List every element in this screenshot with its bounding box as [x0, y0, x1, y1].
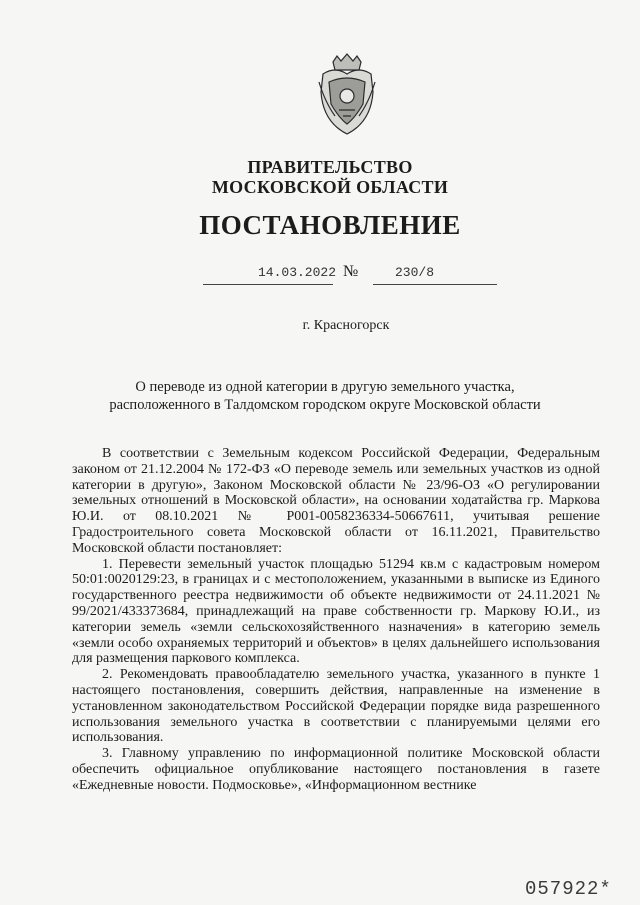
number-underline [373, 284, 497, 285]
number-sign: № [343, 263, 359, 280]
subject-line-2: расположенного в Талдомском городском округе Московской области [109, 397, 541, 413]
document-type-title: ПОСТАНОВЛЕНИЕ [199, 210, 461, 240]
serial-stamp: 057922* [525, 878, 612, 900]
body-paragraph-2: 2. Рекомендовать правообладателю земельного участка, указанного в пункте 1 настоящего постановления, совершить действия, направленные на изменение в установленном законодательством Российской Федерации порядке вида разрешенного использования земельного участка в соответствии с планируемыми целями его использования. [72, 667, 600, 746]
date-number-line [203, 265, 498, 285]
city: г. Красногорск [302, 318, 390, 333]
org-name-line-2: МОСКОВСКОЙ ОБЛАСТИ [211, 177, 449, 197]
document-date: 14.03.2022 [258, 265, 337, 280]
date-underline [203, 284, 333, 285]
subject-line-1: О переводе из одной категории в другую земельного участка, [135, 379, 515, 395]
body-paragraph-1: 1. Перевести земельный участок площадью 51294 кв.м с кадастровым номером 50:01:0020129:23, в границах и с местоположением, указанными в выписке из Единого государственного реестра недвижимости об объекте недвижимости от 24.11.2021 № 99/2021/433373684, принадлежащий на праве собственности гр. Маркову Ю.И., из категории земель «земли сельскохозяйственного назначения» в категорию земель «земли особо охраняемых территорий и объектов» в целях дальнейшего использования для размещения паркового комплекса. [72, 556, 600, 667]
document-subject [100, 378, 550, 414]
coat-of-arms-icon [315, 52, 379, 138]
body-paragraph-3: 3. Главному управлению по информационной политике Московской области обеспечить официальное опубликование настоящего постановления в газете «Ежедневные новости. Подмосковье», «Информационном вестнике [72, 746, 600, 793]
document-number: 230/8 [395, 265, 435, 280]
org-name-line-1: ПРАВИТЕЛЬСТВО [247, 157, 413, 177]
body-paragraph-preamble: В соответствии с Земельным кодексом Российской Федерации, Федеральным законом от 21.12.2004 № 172-ФЗ «О переводе земель или земельных участков из одной категории в другую», Законом Московской области № 23/96-ОЗ «О регулировании земельных отношений в Московской области», на основании ходатайства гр. Маркова Ю.И. от 08.10.2021 № Р001-0058236334-50667611, учитывая решение Градостроительного совета Московской области от 16.11.2021, Правительство Московской области постановляет: [72, 446, 600, 556]
document-body [72, 446, 600, 794]
